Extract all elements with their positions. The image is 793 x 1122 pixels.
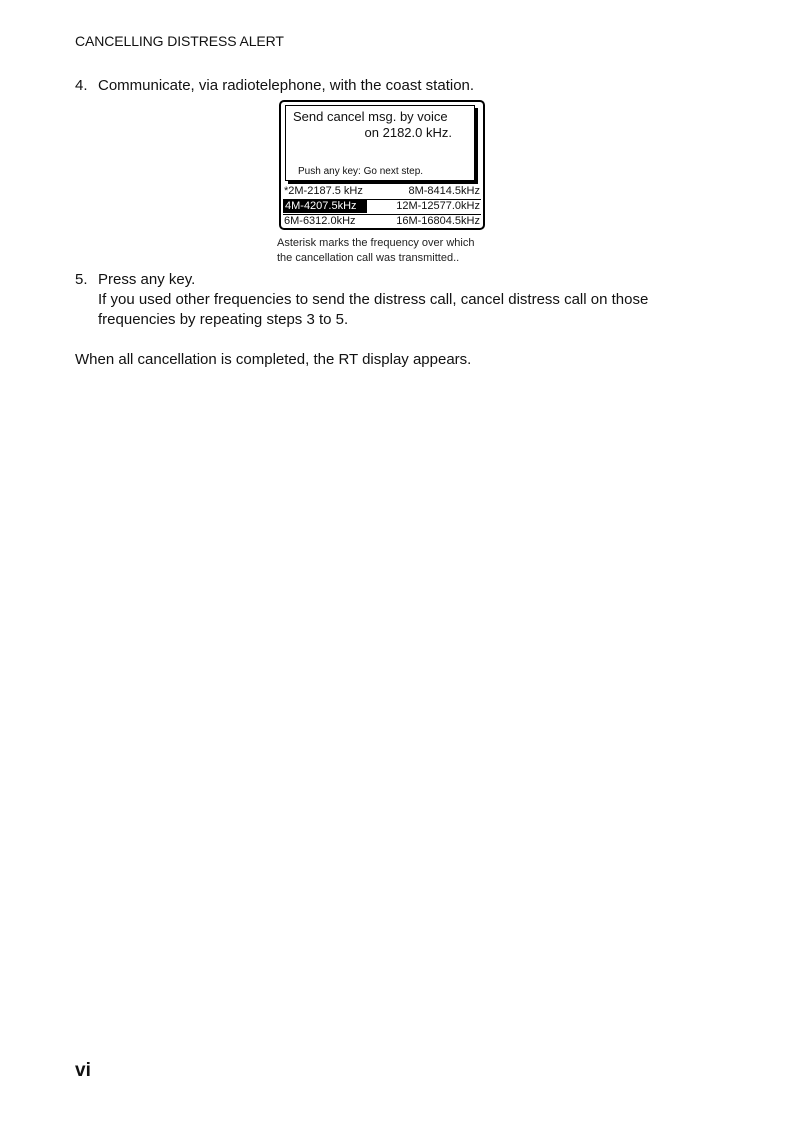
freq-2m: *2M-2187.5 kHz xyxy=(284,185,363,197)
freq-6m: 6M-6312.0kHz xyxy=(284,215,356,227)
step-text-line-1: Press any key. xyxy=(98,271,196,288)
page-number: vi xyxy=(75,1060,91,1081)
prompt-text: Push any key: Go next step. xyxy=(298,166,424,177)
step-text: Communicate, via radiotelephone, with the coast station. xyxy=(98,77,475,94)
caption-line-2: the cancellation call was transmitted.. xyxy=(277,252,460,264)
step-5 xyxy=(0,270,793,332)
message-line-2: on 2182.0 kHz. xyxy=(364,125,452,140)
message-line-1: Send cancel msg. by voice xyxy=(293,109,448,124)
page-header: CANCELLING DISTRESS ALERT xyxy=(75,33,284,49)
rt-display xyxy=(279,100,485,230)
step-text-line-2: If you used other frequencies to send the distress call, cancel distress call on those xyxy=(98,291,649,308)
message-box xyxy=(285,105,475,181)
freq-16m: 16M-16804.5kHz xyxy=(396,215,480,227)
step-4 xyxy=(0,76,793,96)
freq-4m-selected: 4M-4207.5kHz xyxy=(283,200,367,213)
step-text-line-3: frequencies by repeating steps 3 to 5. xyxy=(98,311,349,328)
caption-line-1: Asterisk marks the frequency over which xyxy=(277,237,475,249)
freq-12m: 12M-12577.0kHz xyxy=(396,200,480,212)
step-number: 5. xyxy=(75,271,88,288)
conclusion-text: When all cancellation is completed, the RT display appears. xyxy=(75,351,472,368)
figure-caption xyxy=(277,236,474,266)
step-number: 4. xyxy=(75,77,88,94)
freq-8m: 8M-8414.5kHz xyxy=(408,185,480,197)
